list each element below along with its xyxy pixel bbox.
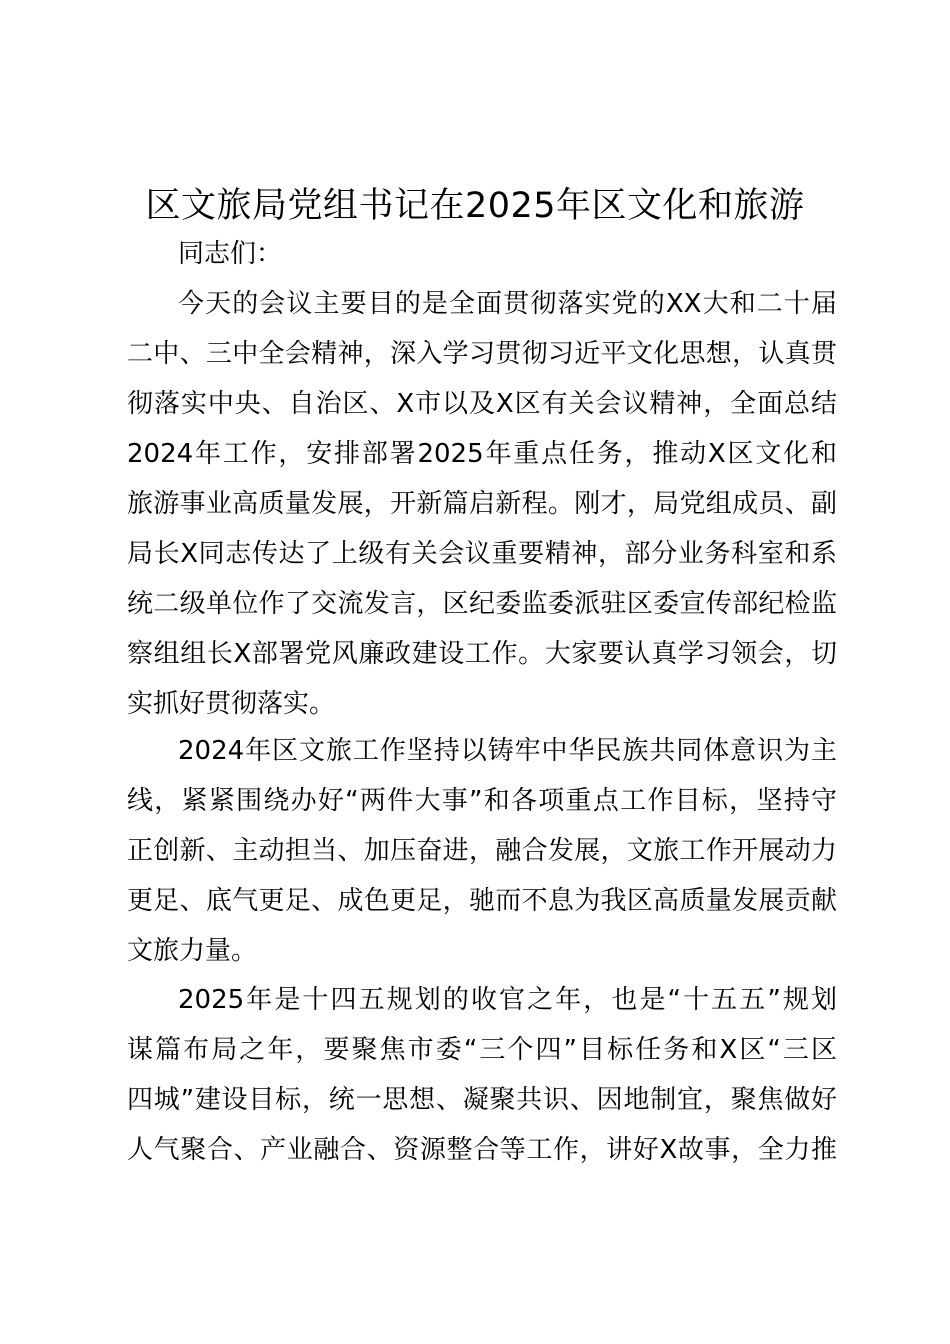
paragraph-line: 谋篇布局之年，要聚焦市委“三个四”目标任务和X区“三区 bbox=[127, 1035, 837, 1065]
paragraph-line: 察组组长X部署党风廉政建设工作。大家要认真学习领会，切 bbox=[127, 639, 837, 669]
paragraph-line: 线，紧紧围绕办好“两件大事”和各项重点工作目标，坚持守 bbox=[127, 786, 837, 816]
paragraph-line: 实抓好贯彻落实。 bbox=[127, 689, 336, 719]
document-title: 区文旅局党组书记在2025年区文化和旅游 bbox=[145, 186, 805, 226]
paragraph-line: 人气聚合、产业融合、资源整合等工作，讲好X故事，全力推 bbox=[127, 1135, 837, 1165]
paragraph-line: 文旅力量。 bbox=[127, 936, 258, 966]
paragraph-line: 2024年区文旅工作坚持以铸牢中华民族共同体意识为主 bbox=[178, 736, 837, 766]
paragraph-line: 旅游事业高质量发展，开新篇启新程。刚才，局党组成员、副 bbox=[127, 489, 837, 519]
paragraph-2024-review bbox=[127, 726, 837, 976]
paragraph-line: 更足、底气更足、成色更足，驰而不息为我区高质量发展贡献 bbox=[127, 886, 837, 916]
paragraph-line: 2025年是十四五规划的收官之年，也是“十五五”规划 bbox=[178, 985, 837, 1015]
paragraph-line: 2024年工作，安排部署2025年重点任务，推动X区文化和 bbox=[127, 439, 837, 469]
paragraph-line: 统二级单位作了交流发言，区纪委监委派驻区委宣传部纪检监 bbox=[127, 589, 837, 619]
salutation: 同志们： bbox=[178, 239, 283, 269]
paragraph-line: 彻落实中央、自治区、X市以及X区有关会议精神，全面总结 bbox=[127, 389, 837, 419]
paragraph-2025-plan bbox=[127, 975, 837, 1175]
paragraph-line: 二中、三中全会精神，深入学习贯彻习近平文化思想，认真贯 bbox=[127, 339, 837, 369]
paragraph-meeting-purpose bbox=[127, 279, 837, 729]
paragraph-line: 正创新、主动担当、加压奋进，融合发展，文旅工作开展动力 bbox=[127, 836, 837, 866]
paragraph-line: 四城”建设目标，统一思想、凝聚共识、因地制宜，聚焦做好 bbox=[127, 1085, 837, 1115]
paragraph-line: 局长X同志传达了上级有关会议重要精神，部分业务科室和系 bbox=[127, 539, 837, 569]
paragraph-line: 今天的会议主要目的是全面贯彻落实党的XX大和二十届 bbox=[178, 289, 837, 319]
